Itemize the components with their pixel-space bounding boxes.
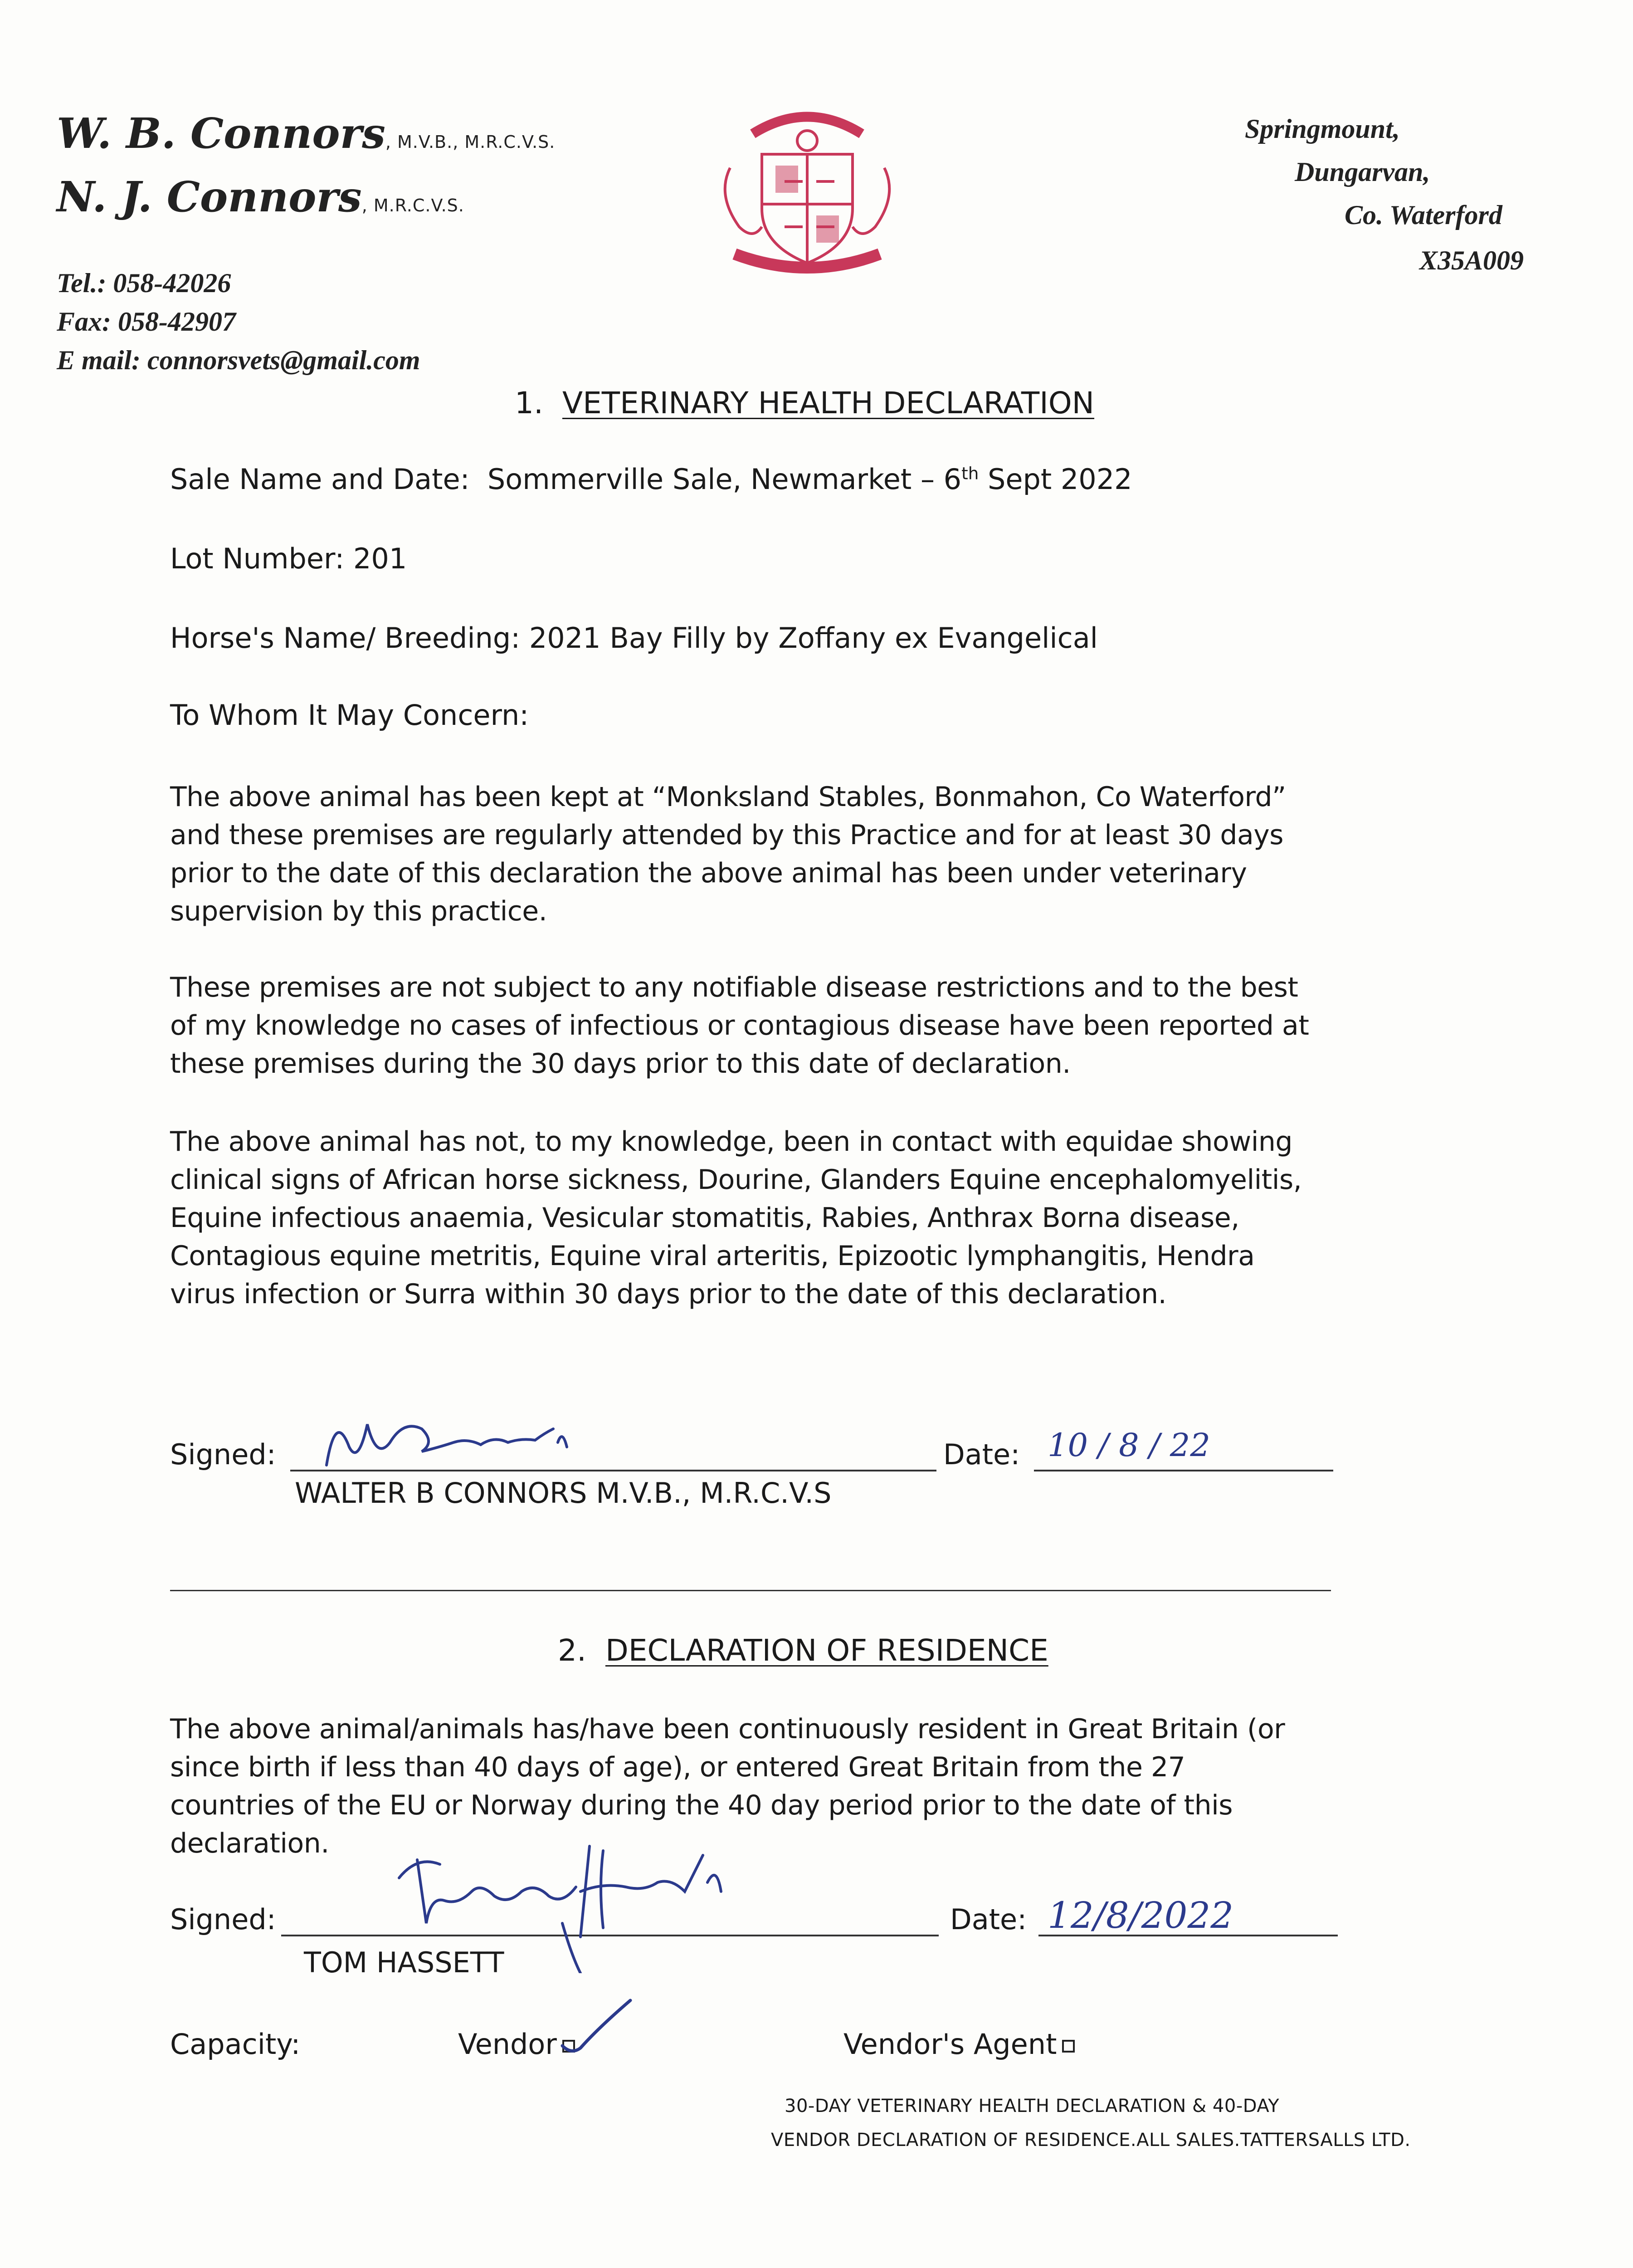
para-line: countries of the EU or Norway during the 40 day period prior to the date of this <box>170 1789 1233 1821</box>
signed-label-2: Signed: <box>170 1903 276 1936</box>
section-divider <box>170 1590 1331 1591</box>
para-line: These premises are not subject to any notifiable disease restrictions and to the best <box>170 972 1298 1003</box>
sale-value: Sommerville Sale, Newmarket – 6 <box>487 463 962 496</box>
section1-number: 1. <box>515 386 543 420</box>
footer-line-1: 30-DAY VETERINARY HEALTH DECLARATION & 40-DAY <box>785 2096 1280 2116</box>
section1-heading <box>515 386 1094 420</box>
date-label-1: Date: <box>943 1438 1020 1471</box>
para-line: The above animal/animals has/have been continuously resident in Great Britain (or <box>170 1713 1285 1745</box>
address-line-2: Dungarvan, <box>1295 157 1430 187</box>
para-residence <box>170 1710 1394 1862</box>
para-line: declaration. <box>170 1828 329 1859</box>
vet1-quals: , M.V.B., M.R.C.V.S. <box>385 132 556 152</box>
vendor-signatory: TOM HASSETT <box>304 1946 504 1979</box>
para-line: prior to the date of this declaration the above animal has been under veterinary <box>170 857 1247 889</box>
vendor-check-mark <box>558 1991 639 2064</box>
date-handwritten-2-text: 12/8/2022 <box>1048 1894 1234 1936</box>
vet-signature <box>317 1393 635 1474</box>
email: E mail: connorsvets@gmail.com <box>57 345 420 375</box>
para-diseases <box>170 1123 1394 1313</box>
vet1-name: W. B. Connors <box>57 109 385 158</box>
para-line: clinical signs of African horse sickness, Dourine, Glanders Equine encephalomyelitis, <box>170 1164 1302 1196</box>
para-line: virus infection or Surra within 30 days prior to the date of this declaration. <box>170 1278 1167 1310</box>
para-premises <box>170 778 1394 930</box>
para-line: of my knowledge no cases of infectious or contagious disease have been reported at <box>170 1010 1309 1041</box>
vet1-line <box>57 109 555 158</box>
sale-value-end: Sept 2022 <box>979 463 1132 496</box>
date-handwritten-1 <box>1043 1406 1297 1497</box>
section2-title: DECLARATION OF RESIDENCE <box>605 1633 1048 1668</box>
address-line-1: Springmount, <box>1245 114 1400 144</box>
date-handwritten-1-text: 10 / 8 / 22 <box>1048 1427 1210 1464</box>
para-line: The above animal has not, to my knowledge, been in contact with equidae showing <box>170 1126 1293 1158</box>
vet2-name: N. J. Connors <box>57 172 362 221</box>
sale-sup: th <box>961 463 979 484</box>
para-line: these premises during the 30 days prior to this date of declaration. <box>170 1048 1071 1080</box>
sale-label: Sale Name and Date: <box>170 463 470 496</box>
para-line: Equine infectious anaemia, Vesicular stomatitis, Rabies, Anthrax Borna disease, <box>170 1202 1239 1234</box>
horse-breeding: Horse's Name/ Breeding: 2021 Bay Filly by Zoffany ex Evangelical <box>170 621 1098 655</box>
vendor-agent-checkbox <box>1062 2040 1075 2053</box>
para-line: since birth if less than 40 days of age), or entered Great Britain from the 27 <box>170 1751 1185 1783</box>
vet2-line <box>57 172 464 221</box>
para-line: and these premises are regularly attended by this Practice and for at least 30 days <box>170 819 1283 851</box>
phone: Tel.: 058-42026 <box>57 268 231 298</box>
address-line-4: X35A009 <box>1419 245 1524 275</box>
para-line: supervision by this practice. <box>170 895 547 927</box>
crest-mantle-right <box>853 168 889 234</box>
vet2-quals: , M.R.C.V.S. <box>361 196 464 215</box>
address-line-3: Co. Waterford <box>1345 200 1502 230</box>
crest-logo <box>689 91 925 290</box>
footer-line-2: VENDOR DECLARATION OF RESIDENCE.ALL SALES.TATTERSALLS LTD. <box>771 2130 1411 2151</box>
vet-signatory: WALTER B CONNORS M.V.B., M.R.C.V.S <box>295 1476 832 1510</box>
fax: Fax: 058-42907 <box>57 307 236 337</box>
sale-line <box>170 463 1132 496</box>
signed-label-1: Signed: <box>170 1438 276 1471</box>
date-label-2: Date: <box>950 1903 1027 1936</box>
section2-number: 2. <box>558 1633 586 1668</box>
capacity-label: Capacity: <box>170 2028 301 2061</box>
section1-title: VETERINARY HEALTH DECLARATION <box>562 386 1095 420</box>
para-restrictions <box>170 968 1394 1083</box>
date-handwritten-2 <box>1043 1869 1324 1960</box>
section2-heading <box>558 1633 1048 1668</box>
greeting: To Whom It May Concern: <box>170 699 529 732</box>
para-line: The above animal has been kept at “Monksland Stables, Bonmahon, Co Waterford” <box>170 781 1286 813</box>
vendor-agent-label: Vendor's Agent <box>843 2028 1057 2061</box>
vendor-label: Vendor <box>458 2028 557 2061</box>
crest-mantle-left <box>725 168 762 234</box>
vendor-agent-option <box>843 2028 1075 2061</box>
para-line: Contagious equine metritis, Equine viral arteritis, Epizootic lymphangitis, Hendra <box>170 1240 1255 1272</box>
lot-number: Lot Number: 201 <box>170 542 407 575</box>
